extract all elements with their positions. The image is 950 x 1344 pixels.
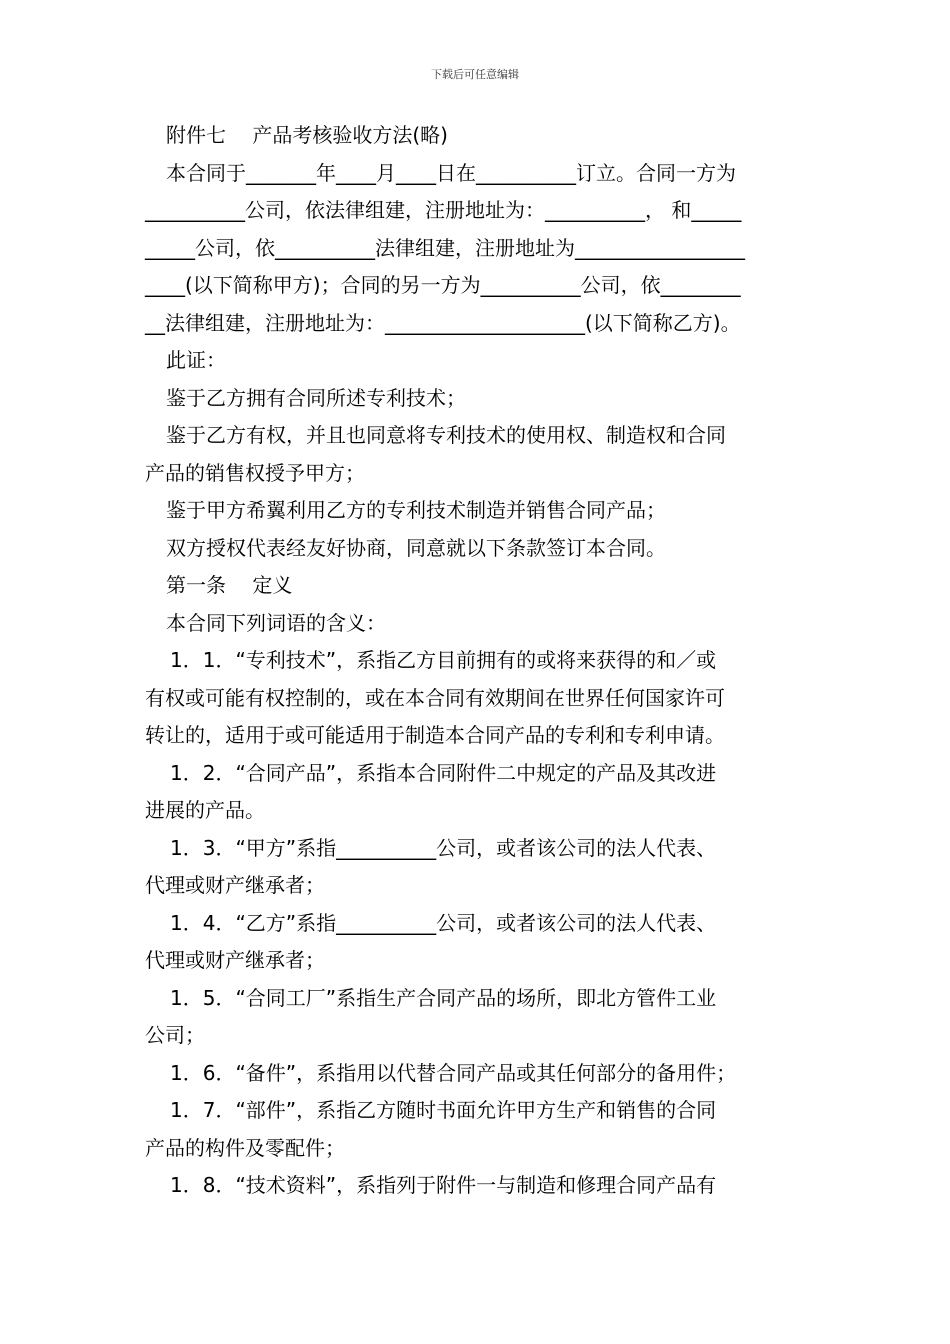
text-line: 鉴于乙方有权，并且也同意将专利技术的使用权、制造权和合同 [166,423,726,447]
text-line: 进展的产品。 [145,798,265,822]
text-line: 本合同下列词语的含义： [166,610,386,635]
text-line: 鉴于乙方拥有合同所述专利技术； [166,385,466,410]
text-line: 1．5．“合同工厂”系指生产合同产品的场所，即北方管件工业 [170,985,717,1010]
text-line: _____公司，依__________法律组建，注册地址为_________________ [145,235,745,260]
text-line: 1．4．“乙方”系指__________公司，或者该公司的法人代表、 [170,910,717,935]
text-line: 1．1．“专利技术”，系指乙方目前拥有的或将来获得的和／或 [170,648,717,672]
text-line: __________公司，依法律组建，注册地址为：__________， 和_____ [145,198,742,222]
document-body [145,117,810,1205]
text-line: 公司； [145,1023,205,1047]
text-line: 产品的销售权授予甲方； [145,460,365,485]
text-line: __法律组建，注册地址为：____________________(以下简称乙方)。 [145,310,741,335]
text-line: 1．8．“技术资料”，系指列于附件一与制造和修理合同产品有 [170,1173,717,1197]
text-line: 代理或财产继承者； [145,873,325,897]
text-line: 1．2．“合同产品”，系指本合同附件二中规定的产品及其改进 [170,760,717,785]
text-line: ____(以下简称甲方)；合同的另一方为__________公司，依________ [145,273,741,297]
text-line: 1．7．“部件”，系指乙方随时书面允许甲方生产和销售的合同 [170,1098,717,1122]
text-line: 第一条 定义 [166,573,293,597]
text-line: 有权或可能有权控制的，或在本合同有效期间在世界任何国家许可 [145,685,725,710]
text-line: 双方授权代表经友好协商，同意就以下条款签订本合同。 [166,535,666,560]
text-line: 1．3．“甲方”系指__________公司，或者该公司的法人代表、 [170,835,717,860]
text-line: 此证： [166,348,226,372]
text-line: 1．6．“备件”，系指用以代替合同产品或其任何部分的备用件； [170,1060,737,1085]
text-line: 本合同于_______年____月____日在__________订立。合同一方为 [166,160,736,185]
page-header: 下载后可任意编辑 [431,68,519,81]
text-line: 鉴于甲方希翼利用乙方的专利技术制造并销售合同产品； [166,498,666,522]
text-line: 转让的，适用于或可能适用于制造本合同产品的专利和专利申请。 [145,723,725,747]
text-line: 代理或财产继承者； [145,948,325,972]
text-line: 附件七 产品考核验收方法(略) [166,123,448,147]
text-line: 产品的构件及零配件； [145,1135,345,1160]
